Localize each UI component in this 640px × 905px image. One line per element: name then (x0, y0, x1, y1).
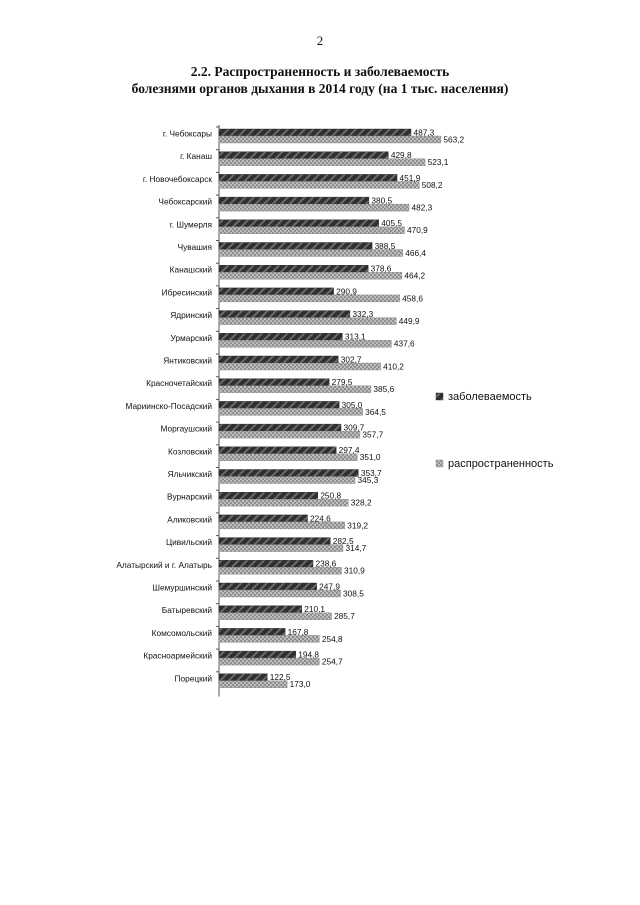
incidence-bar (219, 538, 330, 545)
incidence-bar (219, 311, 350, 318)
category-label: Вурнарский (167, 491, 212, 502)
category-label: Моргаушский (160, 423, 212, 434)
chart-title-line-1: 2.2. Распространенность и заболеваемость (190, 64, 450, 79)
prevalence-value-label: 345,3 (357, 474, 379, 485)
incidence-value-label: 388,5 (374, 240, 396, 251)
incidence-bar (219, 674, 267, 681)
category-label: Янтиковский (163, 355, 212, 366)
category-label: Чебоксарский (158, 196, 212, 207)
incidence-value-label: 194,8 (298, 649, 320, 660)
incidence-bar (219, 356, 338, 363)
incidence-bar (219, 265, 368, 272)
legend-incidence-swatch (436, 393, 443, 400)
incidence-value-label: 332,3 (352, 309, 374, 319)
bars-layer (216, 125, 441, 697)
prevalence-value-label: 254,7 (321, 656, 343, 667)
incidence-value-label: 451,9 (399, 172, 421, 183)
prevalence-value-label: 357,7 (362, 429, 384, 440)
incidence-value-label: 210,1 (304, 604, 326, 615)
prevalence-value-label: 308,5 (343, 588, 364, 599)
incidence-value-label: 238,6 (315, 558, 337, 569)
category-label: Чувашия (177, 242, 212, 252)
incidence-value-label: 297,4 (338, 445, 360, 456)
prevalence-value-label: 470,9 (407, 225, 428, 236)
prevalence-bar (219, 454, 357, 461)
legend-prevalence-swatch (436, 460, 443, 467)
legend (436, 391, 554, 470)
prevalence-value-label: 328,2 (350, 497, 372, 508)
category-label: Козловский (168, 446, 212, 457)
incidence-value-label: 487,3 (413, 127, 435, 138)
incidence-value-label: 302,7 (340, 354, 362, 365)
incidence-value-label: 429,8 (390, 150, 412, 161)
prevalence-value-label: 254,8 (321, 633, 343, 644)
prevalence-bar (219, 136, 441, 143)
incidence-bar (219, 152, 388, 159)
incidence-value-label: 122,5 (269, 672, 291, 683)
incidence-value-label: 282,5 (332, 536, 354, 546)
chart-title-line-2: болезнями органов дыхания в 2014 году (на 1 тыс. населения) (131, 81, 509, 96)
category-label: Красноармейский (143, 650, 212, 661)
incidence-value-label: 305,0 (341, 399, 363, 410)
prevalence-value-label: 466,4 (405, 247, 427, 258)
category-label: Урмарский (170, 332, 212, 343)
category-label: Порецкий (174, 673, 212, 684)
prevalence-value-label: 364,5 (365, 406, 386, 417)
incidence-bar (219, 583, 317, 590)
prevalence-value-label: 314,7 (345, 543, 367, 553)
incidence-value-label: 313,1 (344, 331, 366, 342)
prevalence-value-label: 173,0 (289, 679, 311, 690)
incidence-bar (219, 515, 307, 522)
prevalence-value-label: 310,9 (343, 565, 365, 576)
incidence-value-label: 309,7 (343, 422, 365, 433)
incidence-bar (219, 447, 336, 454)
incidence-bar (219, 379, 329, 386)
category-label: Мариинско-Посадский (125, 400, 212, 411)
incidence-bar (219, 243, 372, 250)
legend-incidence-label: заболеваемость (448, 391, 532, 403)
category-label: Алатырский и г. Алатырь (116, 559, 212, 570)
incidence-value-label: 380,5 (371, 195, 393, 206)
incidence-value-label: 353,7 (360, 467, 382, 478)
prevalence-value-label: 319,2 (347, 520, 369, 531)
incidence-bar (219, 470, 358, 477)
prevalence-value-label: 482,3 (411, 202, 433, 213)
incidence-value-label: 167,8 (287, 626, 309, 637)
prevalence-bar (219, 181, 419, 188)
incidence-bar (219, 129, 411, 136)
category-label: г. Канаш (180, 151, 212, 162)
category-label: Яльчикский (167, 469, 212, 479)
prevalence-value-label: 458,6 (402, 293, 423, 304)
incidence-bar (219, 492, 318, 499)
prevalence-value-label: 449,9 (398, 316, 420, 326)
category-label: Аликовский (167, 514, 212, 525)
incidence-value-label: 405,5 (381, 218, 403, 229)
incidence-bar (219, 197, 369, 204)
incidence-bar (219, 174, 397, 181)
prevalence-value-label: 508,2 (421, 179, 443, 190)
incidence-bar (219, 560, 313, 567)
category-label: г. Шумерля (169, 219, 212, 230)
prevalence-value-label: 385,6 (373, 384, 395, 395)
incidence-bar (219, 651, 296, 658)
category-label: Комсомольский (151, 627, 212, 638)
incidence-value-label: 247,9 (319, 581, 340, 592)
prevalence-bar (219, 545, 343, 552)
incidence-bar (219, 424, 341, 431)
category-label: Батыревский (161, 605, 212, 616)
prevalence-bar (219, 295, 400, 302)
prevalence-value-label: 410,2 (383, 361, 404, 372)
legend-prevalence-label: распространенность (448, 458, 554, 470)
incidence-bar (219, 220, 379, 227)
incidence-bar (219, 401, 339, 408)
incidence-value-label: 279,5 (331, 377, 353, 388)
prevalence-bar (219, 477, 355, 484)
incidence-bar (219, 606, 302, 613)
category-label: Красночетайский (146, 378, 212, 389)
category-label: Ядринский (170, 310, 212, 321)
prevalence-value-label: 351,0 (359, 452, 381, 463)
category-label: Канашский (169, 264, 212, 275)
prevalence-value-label: 464,2 (404, 270, 426, 281)
prevalence-bar (219, 227, 405, 234)
incidence-value-label: 250,8 (320, 490, 342, 501)
incidence-value-label: 224,6 (309, 513, 331, 524)
incidence-value-label: 290,9 (336, 286, 357, 297)
incidence-bar (219, 288, 334, 295)
category-label: Ибресинский (161, 287, 212, 298)
category-label: г. Чебоксары (162, 128, 212, 139)
prevalence-value-label: 523,1 (427, 157, 449, 168)
prevalence-bar (219, 431, 360, 438)
page-number: 2 (316, 33, 324, 48)
category-label: г. Новочебоксарск (142, 173, 212, 184)
prevalence-value-label: 563,2 (443, 134, 465, 145)
prevalence-value-label: 285,7 (334, 611, 355, 622)
category-label: Цивильский (165, 537, 212, 548)
incidence-value-label: 378,6 (370, 263, 392, 274)
incidence-bar (219, 333, 342, 340)
category-label: Шемуршинский (152, 582, 212, 593)
prevalence-value-label: 437,6 (393, 338, 415, 349)
incidence-bar (219, 628, 285, 635)
